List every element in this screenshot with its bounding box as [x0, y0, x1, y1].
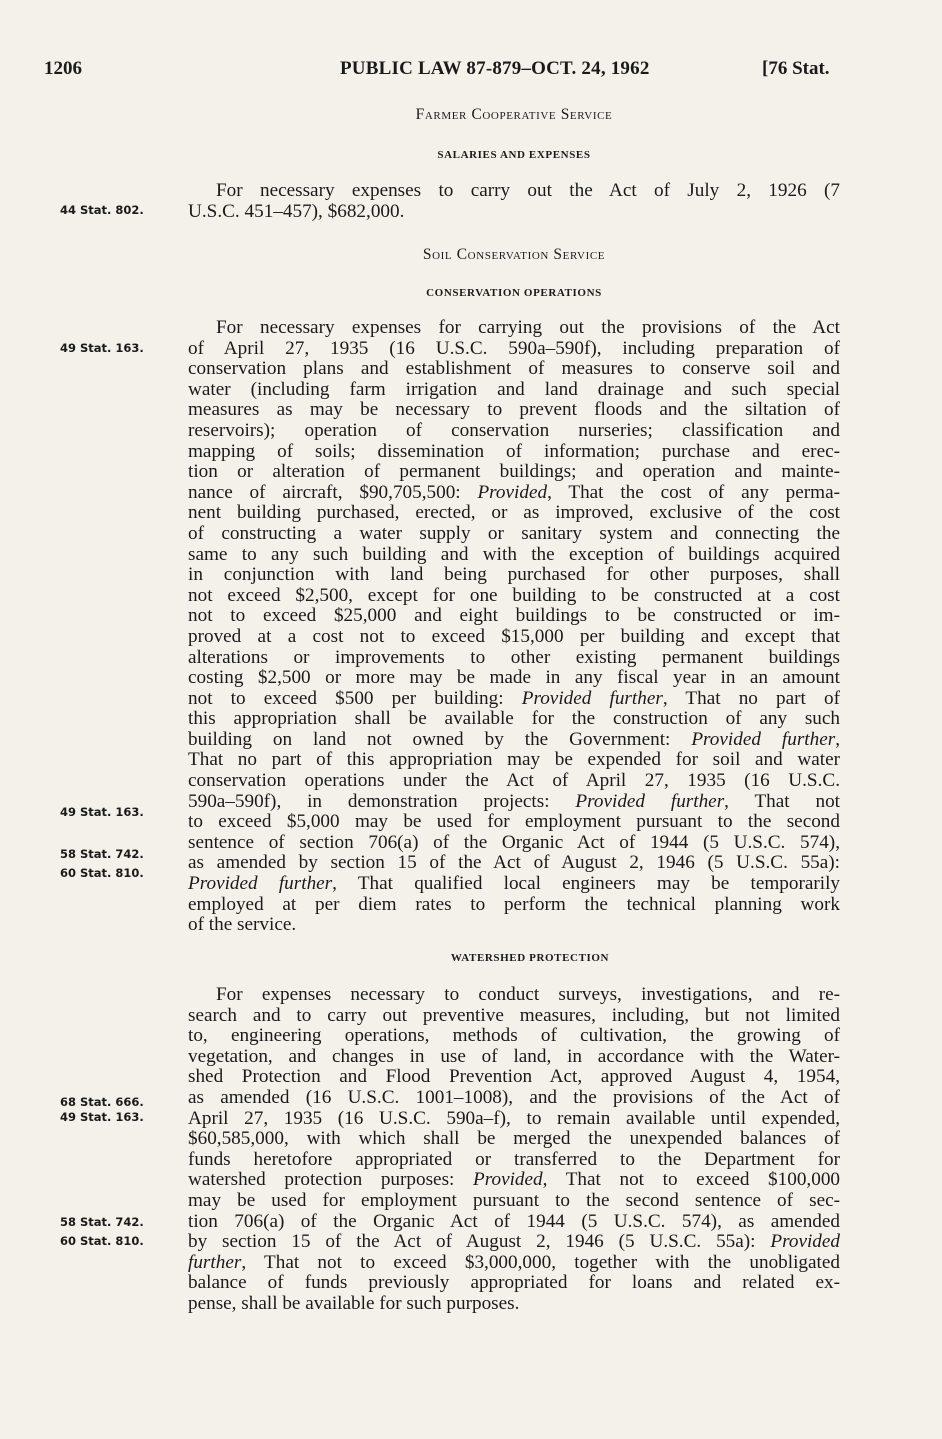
margin-note: 49 Stat. 163. [60, 805, 144, 819]
paragraph-line: nent building purchased, erected, or as improved, exclusive of the cost [188, 502, 840, 524]
section-heading-farmer-cooperative-service: Farmer Cooperative Service [415, 106, 613, 123]
paragraph-line: further, That not to exceed $3,000,000, together with the unobligated [188, 1251, 840, 1273]
paragraph-line: tion or alteration of permanent buildings; and operation and mainte- [188, 461, 840, 483]
paragraph-line: mapping of soils; dissemination of information; purchase and erec- [188, 440, 840, 462]
paragraph-line: as amended (16 U.S.C. 1001–1008), and the provisions of the Act of [188, 1086, 840, 1108]
paragraph-line: in conjunction with land being purchased for other purposes, shall [188, 564, 840, 586]
proviso-italic: Provided further [521, 687, 663, 709]
paragraph-line: reservoirs); operation of conservation nurseries; classification and [188, 419, 840, 441]
paragraph-line: costing $2,500 or more may be made in any fiscal year in an amount [188, 667, 840, 689]
paragraph-line: For necessary expenses for carrying out the provisions of the Act [216, 317, 840, 338]
proviso-italic: Provided further [575, 790, 725, 812]
paragraph-line: employed at per diem rates to perform the technical planning work [188, 893, 840, 915]
proviso-italic: Provided [473, 1169, 543, 1191]
paragraph-line: may be used for employment pursuant to the second sentence of sec- [188, 1189, 840, 1211]
statute-reference: [76 Stat. [762, 58, 830, 79]
paragraph-line: For expenses necessary to conduct surveys, investigations, and re- [216, 984, 840, 1005]
paragraph-line: sentence of section 706(a) of the Organic Act of 1944 (5 U.S.C. 574), [188, 831, 840, 853]
proviso-italic: Provided further [188, 873, 333, 895]
page-number: 1206 [44, 58, 82, 79]
paragraph-line: of the service. [188, 914, 297, 936]
paragraph-line: That no part of this appropriation may be expended for soil and water [188, 749, 840, 771]
margin-note: 49 Stat. 163. [60, 1110, 144, 1124]
margin-note: 68 Stat. 666. [60, 1095, 144, 1109]
paragraph-line: not exceed $2,500, except for one building to be constructed at a cost [188, 584, 840, 606]
paragraph-line: funds heretofore appropriated or transferred to the Department for [188, 1148, 840, 1170]
paragraph-line: this appropriation shall be available for the construction of any such [188, 708, 840, 730]
paragraph-line: building on land not owned by the Government: Provided further, [188, 728, 840, 750]
margin-note: 49 Stat. 163. [60, 341, 144, 355]
paragraph-line: alterations or improvements to other existing permanent buildings [188, 646, 840, 668]
section-heading-soil-conservation-service: Soil Conservation Service [422, 246, 606, 263]
paragraph-line: proved at a cost not to exceed $15,000 per building and except that [188, 625, 840, 647]
paragraph-line: nance of aircraft, $90,705,500: Provided, That the cost of any perma- [188, 481, 840, 503]
paragraph-line: watershed protection purposes: Provided, That not to exceed $100,000 [188, 1169, 841, 1191]
paragraph-line: to, engineering operations, methods of cultivation, the growing of [188, 1025, 840, 1047]
paragraph-line: 590a–590f), in demonstration projects: Provided further, That not [188, 790, 840, 812]
paragraph-line: of constructing a water supply or sanitary system and connecting the [188, 522, 840, 544]
paragraph-line: conservation operations under the Act of April 27, 1935 (16 U.S.C. [188, 770, 840, 792]
paragraph-line: For necessary expenses to carry out the Act of July 2, 1926 (7 [216, 180, 840, 201]
margin-note: 60 Stat. 810. [60, 866, 144, 880]
running-title: PUBLIC LAW 87-879–OCT. 24, 1962 [340, 58, 650, 79]
paragraph-line: $60,585,000, with which shall be merged the unexpended balances of [188, 1128, 840, 1150]
paragraph-line: tion 706(a) of the Organic Act of 1944 (5 U.S.C. 574), as amended [188, 1210, 840, 1232]
watershed-protection-paragraph [188, 985, 840, 1315]
paragraph-line: not to exceed $500 per building: Provided further, That no part of [188, 687, 840, 709]
proviso-italic: Provided further [691, 728, 836, 750]
subheading-conservation-operations: CONSERVATION OPERATIONS [426, 287, 602, 299]
proviso-italic: Provided [770, 1231, 840, 1253]
paragraph-line: U.S.C. 451–457), $682,000. [188, 200, 405, 222]
paragraph-line: vegetation, and changes in use of land, in accordance with the Water- [188, 1045, 840, 1067]
paragraph-line: shed Protection and Flood Prevention Act, approved August 4, 1954, [188, 1066, 840, 1088]
paragraph-line: to exceed $5,000 may be used for employment pursuant to the second [188, 811, 840, 833]
paragraph-line: not to exceed $25,000 and eight buildings to be constructed or im- [188, 605, 840, 627]
farmer-cooperative-paragraph [188, 181, 840, 222]
page-header [0, 58, 942, 88]
paragraph-line: April 27, 1935 (16 U.S.C. 590a–f), to remain available until expended, [188, 1107, 840, 1129]
paragraph-line: as amended by section 15 of the Act of August 2, 1946 (5 U.S.C. 55a): [188, 852, 840, 874]
conservation-operations-paragraph [188, 318, 840, 936]
paragraph-line: by section 15 of the Act of August 2, 1946 (5 U.S.C. 55a): Provided [188, 1231, 840, 1253]
paragraph-line: measures as may be necessary to prevent floods and the siltation of [188, 399, 840, 421]
paragraph-line: search and to carry out preventive measures, including, but not limited [188, 1004, 840, 1026]
paragraph-line: water (including farm irrigation and land drainage and such special [188, 378, 840, 400]
paragraph-line: Provided further, That qualified local engineers may be temporarily [188, 873, 840, 895]
subheading-watershed-protection: WATERSHED PROTECTION [450, 952, 610, 964]
paragraph-line: of April 27, 1935 (16 U.S.C. 590a–590f), including preparation of [188, 337, 840, 359]
paragraph-line: same to any such building and with the exception of buildings acquired [188, 543, 840, 565]
proviso-italic: further [188, 1251, 242, 1273]
margin-note: 60 Stat. 810. [60, 1234, 144, 1248]
paragraph-line: balance of funds previously appropriated for loans and related ex- [188, 1272, 840, 1294]
proviso-italic: Provided [477, 481, 548, 503]
margin-note: 58 Stat. 742. [60, 1215, 144, 1229]
margin-note: 58 Stat. 742. [60, 847, 144, 861]
subheading-salaries-and-expenses: SALARIES AND EXPENSES [437, 149, 591, 161]
margin-note: 44 Stat. 802. [60, 203, 144, 217]
paragraph-line: pense, shall be available for such purposes. [188, 1292, 520, 1314]
paragraph-line: conservation plans and establishment of measures to conserve soil and [188, 358, 840, 380]
